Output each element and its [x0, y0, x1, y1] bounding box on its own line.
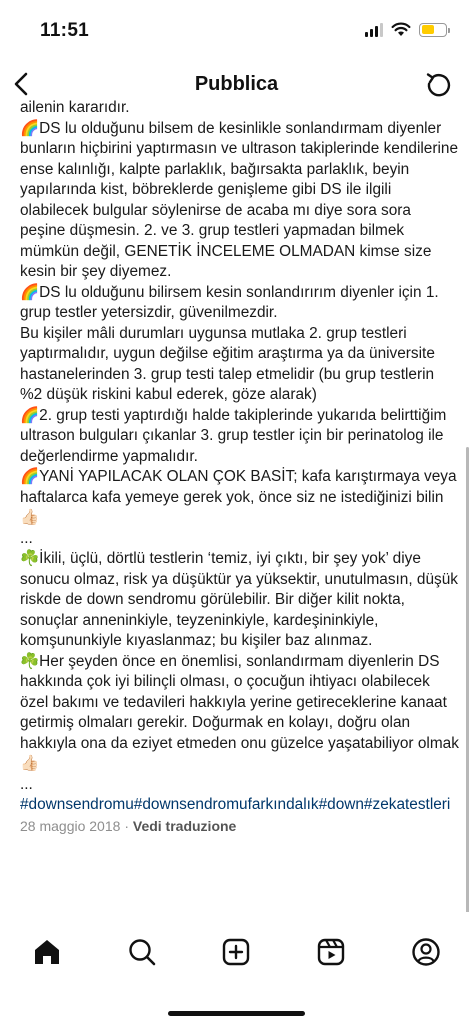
post-content [0, 99, 473, 912]
profile-icon [411, 937, 441, 967]
cellular-signal-icon [365, 23, 383, 37]
home-indicator [168, 1011, 305, 1016]
refresh-button[interactable] [423, 68, 455, 100]
status-time: 11:51 [40, 20, 90, 41]
wifi-icon [391, 22, 411, 37]
tab-home[interactable] [29, 934, 65, 970]
tab-profile[interactable] [408, 934, 444, 970]
tab-create[interactable] [218, 934, 254, 970]
reels-icon [316, 937, 346, 967]
tab-search[interactable] [124, 934, 160, 970]
search-icon [127, 937, 157, 967]
caption-line: ☘️Her şeyden önce en önemlisi, sonlandırmam diyenlerin DS hakkında çok iyi bilinçli olması, o çocuğun ihtiyacı olabilecek özel bakımı ve tedavileri hakkıyla yerine getireceklerine kanaat getirmiş olmaları gerekir. Doğurmak en kolayı, doğru olan hakkıyla ona da eziyet etmeden onu güzelce yaşatabiliyor olmak 👍🏻 [20, 652, 459, 772]
refresh-icon [423, 68, 455, 100]
page-title: Pubblica [194, 73, 279, 95]
caption-line: 🌈2. grup testi yaptırdığı halde takiplerinde yukarıda belirttiğim ultrason bulguları çıkanlar 3. grup testler için bir perinatolog ile değerlendirme yapmalıdır. [20, 406, 447, 465]
caption-line: Bu kişiler mâli durumları uygunsa mutlaka 2. grup testleri yaptırmalıdır, uygun değilse eğitim araştırma ya da üniversite hastanelerinden 3. grup testi talep etmelidir (bu grup testlerin %2 düşük riskini kabul ederek, göze alarak) [20, 324, 435, 403]
caption-line: 🌈YANİ YAPILACAK OLAN ÇOK BASİT; kafa karıştırmaya veya haftalarca kafa yemeye gerek yok, önce siz ne istediğinizi bilin 👍🏻 [20, 468, 457, 526]
post-date: 28 maggio 2018 [20, 817, 121, 834]
translate-link[interactable]: Vedi traduzione [132, 817, 237, 834]
post-caption [20, 98, 460, 836]
caption-line: ... [20, 775, 33, 793]
caption-line: ... [20, 529, 33, 547]
caption-line: 🌈DS lu olduğunu bilsem de kesinlikle sonlandırmam diyenler bunların hiçbirini yaptırmasın ve ultrason takiplerinde kendilerine ense kalınlığı, kalpte parlaklık, bağırsakta parlaklık, beyin yapılarında kist, böbreklerde genişleme gibi DS ile ilgili olabilecek bulgular söylenirse de acaba mı diye sora sora peşine düşmesin. 2. ve 3. grup testleri yapmadan bilmek mümkün değil, GENETİK İNCELEME OLMADAN kimse size kesin bir şey diyemez. [20, 119, 459, 280]
meta-separator: · [124, 817, 129, 834]
tab-reels[interactable] [313, 934, 349, 970]
caption-line: ailenin kararıdır. [20, 99, 130, 116]
status-icons [365, 22, 447, 37]
caption-line: ☘️İkili, üçlü, dörtlü testlerin ‘temiz, iyi çıktı, bir şey yok’ diye sonucu olmaz, risk ya düşüktür ya yüksektir, unutulmasın, düşük riskde de down sendromu görülebilir. Bir diğer kilit nokta, sonuçlar anneninkiyle, teyzeninkiyle, kardeşininkiyle, komşununkiyle kıyaslanmaz; bu kişiler baz alınmaz. [20, 550, 458, 649]
status-bar [0, 0, 473, 56]
caption-line: 🌈DS lu olduğunu bilirsem kesin sonlandırırım diyenler için 1. grup testler yetersizdir, güvenilmezdir. [20, 283, 439, 321]
battery-level [422, 25, 435, 34]
battery-icon [419, 23, 447, 37]
hashtag-links[interactable]: #downsendromu#downsendromufarkındalık#down#zekatestleri [20, 796, 451, 813]
post-meta [20, 816, 460, 837]
home-icon [32, 937, 62, 967]
create-post-icon [221, 937, 251, 967]
bottom-tab-bar [0, 912, 473, 1024]
